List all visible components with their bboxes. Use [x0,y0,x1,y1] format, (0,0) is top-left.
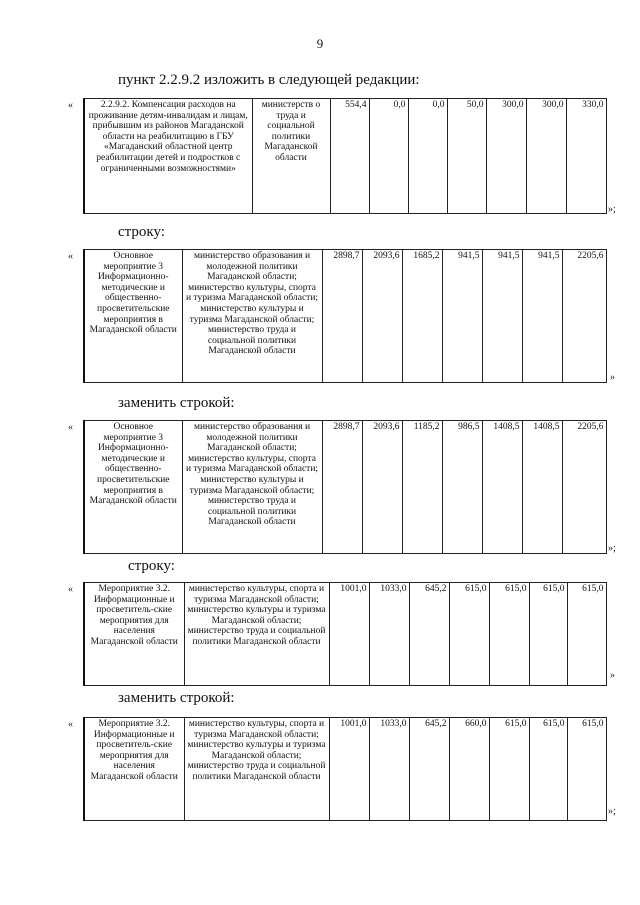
value-cell: 660,0 [449,718,489,821]
row-executor-cell: министерство образования и молодежной политики Магаданской области; министерство культуры, спорта и туризма Магаданской области; министерство культуры и туризма Магаданской области; министерство труда и социальной политики Магаданской области [182,421,322,554]
value-cell: 1685,2 [402,250,442,383]
section-heading: пункт 2.2.9.2 изложить в следующей редакции: [118,72,420,88]
value-cell: 615,0 [449,583,489,686]
close-quote: »; [608,204,616,215]
value-cell: 1408,5 [522,421,562,554]
open-quote: « [68,251,73,262]
value-cell: 1185,2 [402,421,442,554]
row-executor-cell: министерство культуры, спорта и туризма Магаданской области; министерство культуры и туризма Магаданской области; министерство труда и социальной политики Магаданской области [184,718,329,821]
value-cell: 615,0 [567,583,606,686]
value-cell: 986,5 [442,421,482,554]
value-cell: 645,2 [409,718,449,821]
value-cell: 2898,7 [322,421,362,554]
value-cell: 0,0 [369,99,408,214]
section-heading: строку: [118,224,165,240]
table-row [83,420,607,554]
row-name-cell: Основное мероприятие 3 Информационно-методические и общественно-просветительские мероприятия в Магаданской области [84,421,182,554]
value-cell: 941,5 [442,250,482,383]
value-cell: 615,0 [567,718,606,821]
value-cell: 645,2 [409,583,449,686]
value-cell: 2205,6 [562,421,606,554]
row-name-cell: 2.2.9.2. Компенсация расходов на проживание детям-инвалидам и лицам, прибывшим из районов Магаданской области на реабилитацию в ГБУ «Магаданский областной центр реабилитации детей и подростков с ограниченными возможностями» [84,99,252,214]
row-name-cell: Мероприятие 3.2. Информационные и просветитель-ские мероприятия для населения Магаданской области [84,718,184,821]
value-cell: 941,5 [522,250,562,383]
value-cell: 1001,0 [329,718,369,821]
value-cell: 615,0 [529,718,567,821]
value-cell: 0,0 [408,99,447,214]
close-quote: » [610,372,615,383]
row-name-cell: Основное мероприятие 3 Информационно-методические и общественно-просветительские мероприятия в Магаданской области [84,250,182,383]
value-cell: 330,0 [566,99,606,214]
value-cell: 615,0 [489,583,529,686]
value-cell: 2093,6 [362,250,402,383]
open-quote: « [68,100,73,111]
row-executor-cell: министерств о труда и социальной политики Магаданской области [252,99,330,214]
value-cell: 2093,6 [362,421,402,554]
value-cell: 1001,0 [329,583,369,686]
value-cell: 300,0 [526,99,566,214]
open-quote: « [68,719,73,730]
table-row [83,582,607,686]
open-quote: « [68,584,73,595]
open-quote: « [68,422,73,433]
table-row [83,98,607,214]
section-heading: строку: [128,558,175,574]
value-cell: 1033,0 [369,583,409,686]
value-cell: 2205,6 [562,250,606,383]
value-cell: 50,0 [447,99,486,214]
value-cell: 300,0 [486,99,526,214]
value-cell: 615,0 [529,583,567,686]
value-cell: 2898,7 [322,250,362,383]
row-executor-cell: министерство культуры, спорта и туризма Магаданской области; министерство культуры и туризма Магаданской области; министерство труда и социальной политики Магаданской области [184,583,329,686]
value-cell: 1033,0 [369,718,409,821]
close-quote: » [610,670,615,681]
value-cell: 1408,5 [482,421,522,554]
value-cell: 554,4 [330,99,369,214]
table-row [83,249,607,383]
table-row [83,717,607,821]
close-quote: »; [608,806,616,817]
page-number: 9 [316,36,324,51]
section-heading: заменить строкой: [118,690,235,706]
section-heading: заменить строкой: [118,395,235,411]
value-cell: 941,5 [482,250,522,383]
row-name-cell: Мероприятие 3.2. Информационные и просветитель-ские мероприятия для населения Магаданской области [84,583,184,686]
value-cell: 615,0 [489,718,529,821]
row-executor-cell: министерство образования и молодежной политики Магаданской области; министерство культуры, спорта и туризма Магаданской области; министерство культуры и туризма Магаданской области; министерство труда и социальной политики Магаданской области [182,250,322,383]
close-quote: »; [608,543,616,554]
